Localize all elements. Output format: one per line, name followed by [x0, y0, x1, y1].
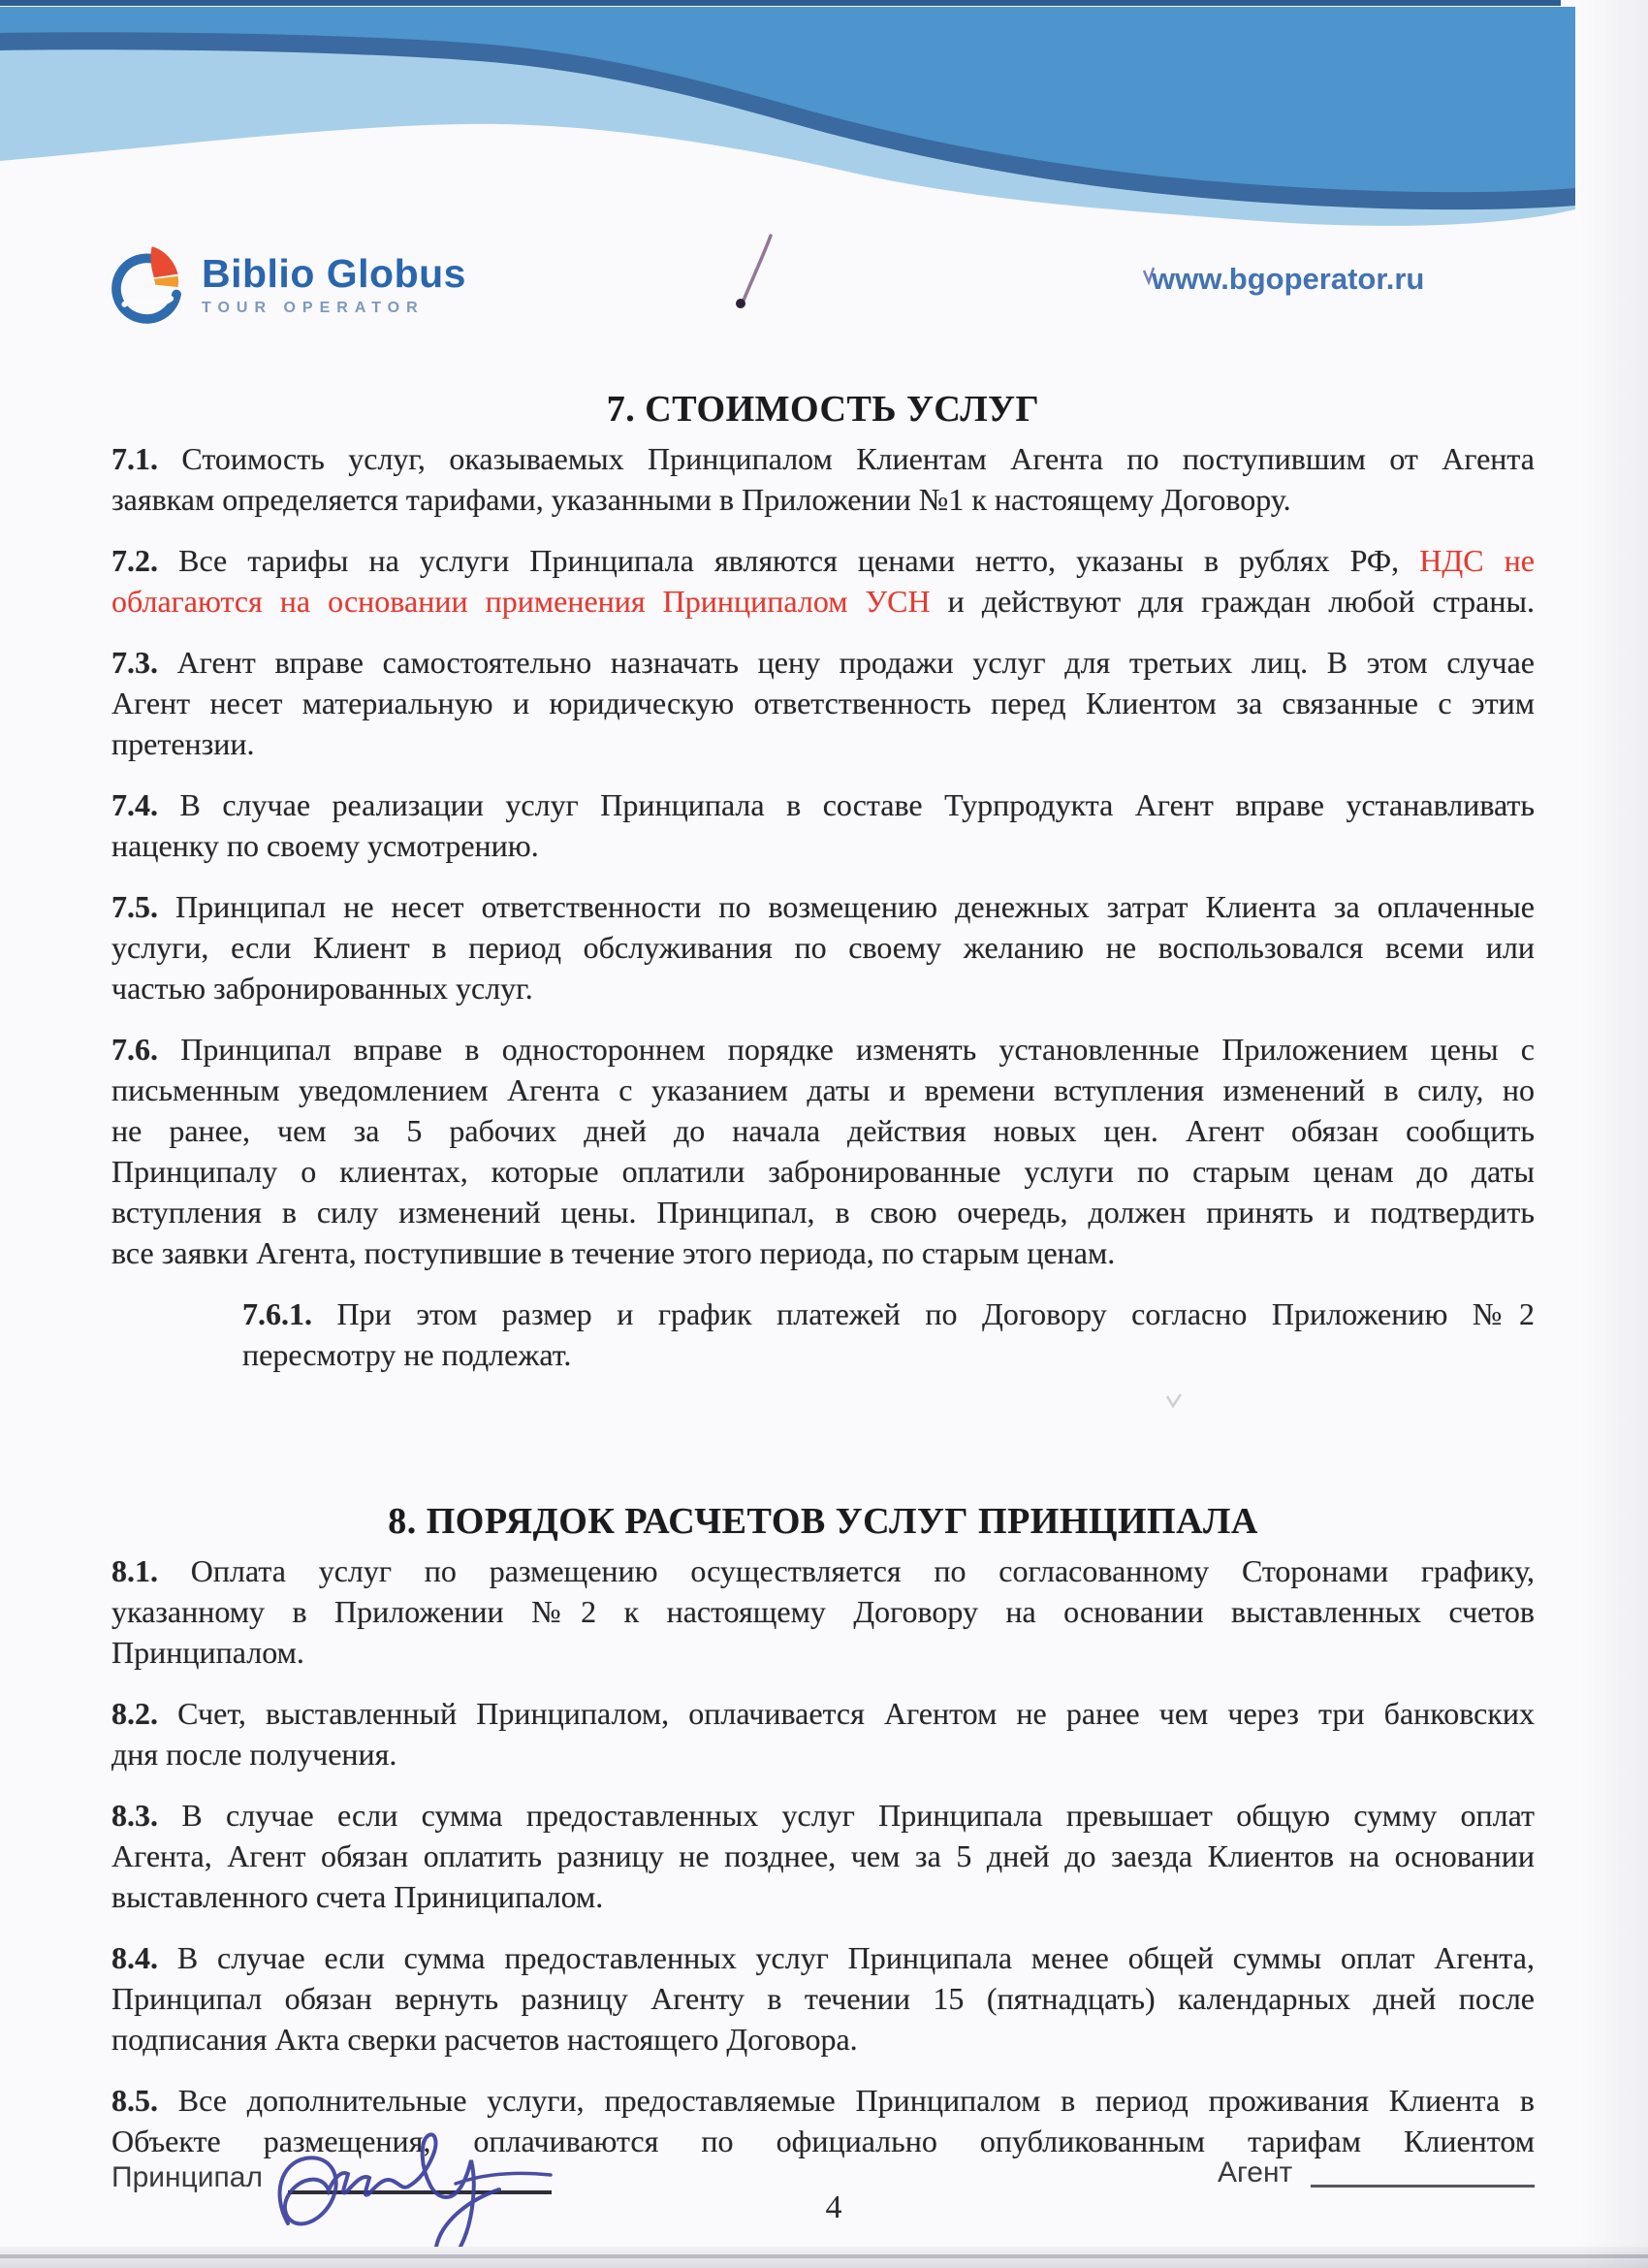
section-title: 7. СТОИМОСТЬ УСЛУГ — [606, 389, 1040, 430]
contract-paragraph — [111, 540, 1535, 622]
text-line: 7.2. Все тарифы на услуги Принципала являются ценами нетто, указаны в рублях РФ, НДС не — [111, 543, 1535, 578]
contract-paragraph — [111, 1294, 1535, 1375]
text-line: 7.1. Стоимость услуг, оказываемых Принципалом Клиентам Агента по поступившим от Агента — [111, 441, 1535, 476]
text-line: 7.4. В случае реализации услуг Принципала в составе Турпродукта Агент вправе устанавливать — [111, 787, 1535, 822]
text-line: заявкам определяется тарифами, указанными в Приложении №1 к настоящему Договору. — [111, 482, 1291, 517]
contract-paragraph — [111, 1550, 1535, 1673]
text-line: частью забронированных услуг. — [111, 971, 533, 1006]
text-line: претензии. — [111, 726, 255, 761]
contract-paragraph — [111, 1693, 1535, 1774]
text-line: 7.6.1. При этом размер и график платежей по Договору согласно Приложению №2 — [242, 1296, 1535, 1331]
contract-paragraph — [111, 2080, 1535, 2161]
text-line: пересмотру не подлежат. — [242, 1337, 572, 1372]
logo-title: Biblio Globus — [202, 251, 466, 296]
logo-subtitle: TOUR OPERATOR — [202, 300, 425, 316]
text-line: 8.2. Счет, выставленный Принципалом, оплачивается Агентом не ранее чем через три банковских — [111, 1696, 1535, 1731]
text-line: 7.6. Принципал вправе в одностороннем порядке изменять установленные Приложением цены с — [111, 1032, 1535, 1067]
text-line: вступления в силу изменений цены. Принципал, в свою очередь, должен принять и подтвердить — [111, 1195, 1535, 1230]
text-line: Агент несет материальную и юридическую ответственность перед Клиентом за связанные с этим — [111, 686, 1535, 720]
contract-paragraph — [111, 642, 1535, 764]
text-line: письменным уведомлением Агента с указанием даты и времени вступления изменений в силу, но — [111, 1072, 1535, 1107]
contract-paragraph — [111, 1937, 1535, 2060]
contract-section — [111, 1498, 1535, 2161]
scan-edge-bottom — [0, 2247, 1648, 2268]
text-line: Принципалу о клиентах, которые оплатили забронированные услуги по старым ценам до даты — [111, 1154, 1535, 1189]
text-line: 7.3. Агент вправе самостоятельно назначать цену продажи услуг для третьих лиц. В этом случае — [111, 645, 1535, 680]
contract-paragraph — [111, 438, 1535, 520]
text-line: 8.1. Оплата услуг по размещению осуществляется по согласованному Сторонами графику, — [111, 1553, 1535, 1588]
text-line: Принципал обязан вернуть разницу Агенту в течении 15 (пятнадцать) календарных дней после — [111, 1981, 1535, 2016]
text-line: не ранее, чем за 5 рабочих дней до начала действия новых цен. Агент обязан сообщить — [111, 1113, 1535, 1148]
text-line: все заявки Агента, поступившие в течение этого периода, по старым ценам. — [111, 1235, 1116, 1270]
website-url: www.bgoperator.ru — [1152, 262, 1425, 296]
text-line: 8.3. В случае если сумма предоставленных услуг Принципала превышает общую сумму оплат — [111, 1798, 1535, 1833]
text-line: 8.5. Все дополнительные услуги, предоставляемые Принципалом в период проживания Клиента в — [111, 2083, 1535, 2118]
text-line: Объекте размещения, оплачиваются по официально опубликованным тарифам Клиентом — [111, 2124, 1535, 2158]
agent-label: Агент — [1218, 2156, 1293, 2188]
text-line: услуги, если Клиент в период обслуживания по своему желанию не воспользовался всеми или — [111, 930, 1535, 965]
biblio-globus-logo-icon — [109, 240, 188, 334]
text-line: указанному в Приложении №2 к настоящему Договору на основании выставленных счетов — [111, 1594, 1535, 1629]
contract-paragraph — [111, 784, 1535, 866]
text-line: выставленного счета Приниципалом. — [111, 1879, 604, 1914]
text-line: облагаются на основании применения Принципалом УСН и действуют для граждан любой страны. — [111, 584, 1535, 619]
principal-signature-line — [288, 2190, 552, 2194]
text-line: дня после получения. — [111, 1737, 397, 1772]
text-line: Агента, Агент обязан оплатить разницу не позднее, чем за 5 дней до заезда Клиентов на основании — [111, 1838, 1535, 1873]
contract-paragraph — [111, 1029, 1535, 1273]
contract-paragraph — [111, 886, 1535, 1008]
text-line: Принципалом. — [111, 1635, 304, 1670]
text-line: подписания Акта сверки расчетов настоящего Договора. — [111, 2022, 858, 2057]
section-title: 8. ПОРЯДОК РАСЧЕТОВ УСЛУГ ПРИНЦИПАЛА — [388, 1501, 1258, 1542]
agent-signature-line — [1311, 2185, 1535, 2188]
principal-label: Принципал — [111, 2161, 263, 2193]
logo — [109, 240, 466, 334]
scan-edge-line — [0, 2254, 1648, 2258]
text-line: наценку по своему усмотрению. — [111, 828, 539, 863]
contract-section — [111, 386, 1535, 1375]
contract-paragraph — [111, 1795, 1535, 1917]
contract-body — [111, 386, 1535, 2161]
page-number: 4 — [825, 2189, 842, 2225]
text-line: 7.5. Принципал не несет ответственности по возмещению денежных затрат Клиента за оплаченные — [111, 889, 1535, 924]
text-line: 8.4. В случае если сумма предоставленных услуг Принципала менее общей суммы оплат Агента, — [111, 1940, 1535, 1975]
